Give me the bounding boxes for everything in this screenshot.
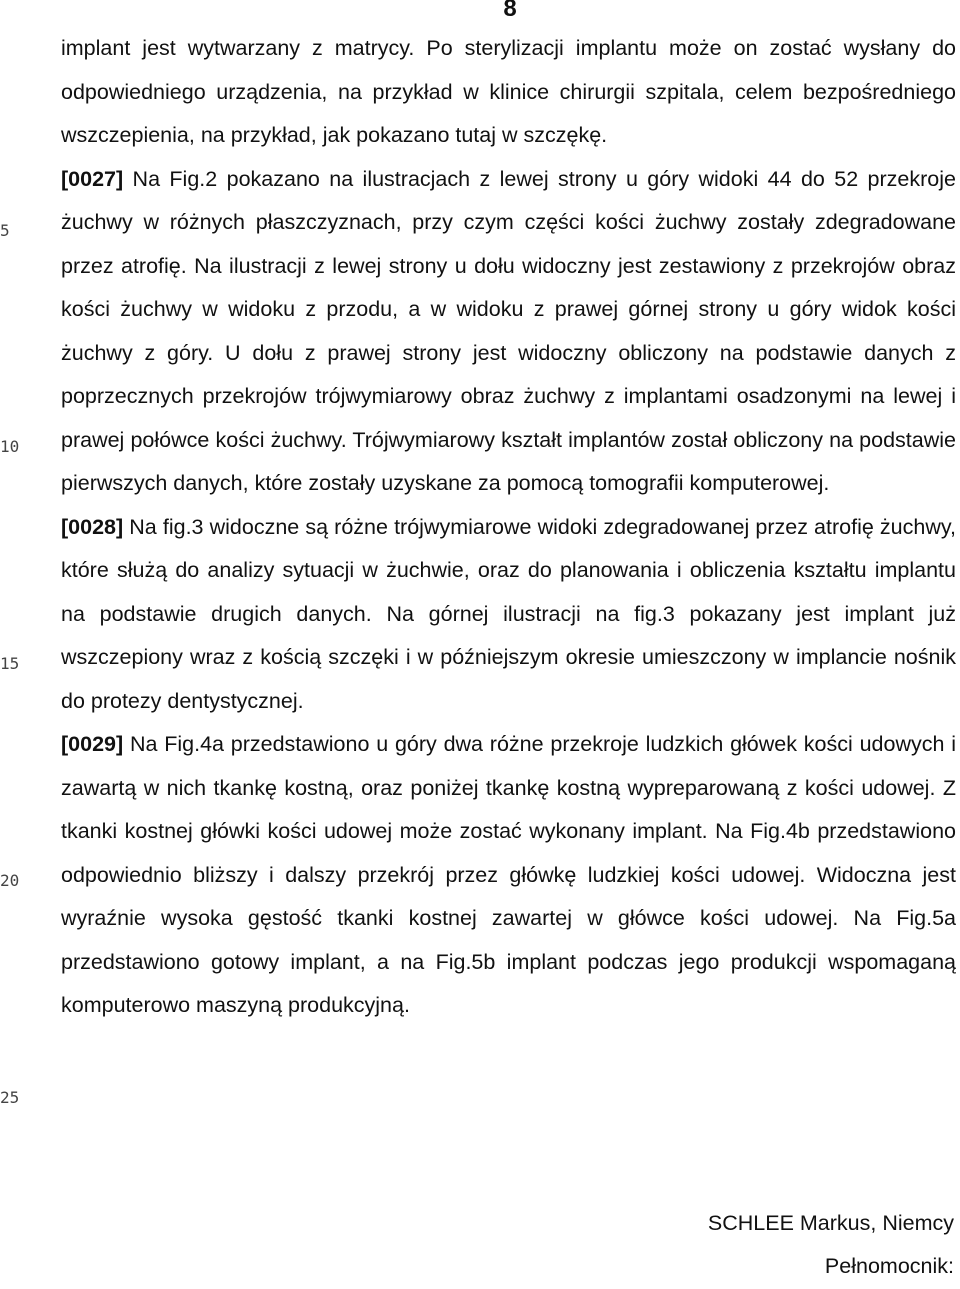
paragraph-text: implant jest wytwarzany z matrycy. Po sterylizacji implantu może on zostać wysłany do odpowiedniego urządzenia, na przykład w klinice chirurgii szpitala, celem bezpośredniego wszczepienia, na przykład, jak pokazano tutaj w szczękę. (61, 36, 956, 147)
paragraph-continuation (61, 27, 956, 158)
signature-name: SCHLEE Markus, Niemcy (707, 1211, 954, 1235)
paragraph-text: Na Fig.4a przedstawiono u góry dwa różne przekroje ludzkich główek kości udowych i zawartą w nich tkankę kostną, oraz poniżej tkankę kostną wypreparowaną z kości udowej. Z tkanki kostnej główki kości udowej może zostać wykonany implant. Na Fig.4b przedstawiono odpowiednio bliższy i dalszy przekrój przez główkę ludzkiej kości udowej. Widoczna jest wyraźnie wysoka gęstość tkanki kostnej zawartej w główce kości udowej. Na Fig.5a przedstawiono gotowy implant, a na Fig.5b implant podczas jego produkcji wspomaganą komputerowo maszyną produkcyjną. (61, 732, 956, 1017)
signature-role: Pełnomocnik: (824, 1254, 954, 1278)
line-number-5: 5 (0, 221, 10, 240)
line-number-25: 25 (0, 1088, 20, 1107)
paragraph-0028 (61, 506, 956, 724)
paragraph-0029 (61, 723, 956, 1028)
paragraph-0027 (61, 158, 956, 506)
line-number-10: 10 (0, 437, 20, 456)
line-number-15: 15 (0, 654, 20, 673)
line-number-20: 20 (0, 871, 20, 890)
paragraph-id: [0027] (61, 166, 124, 191)
paragraph-id: [0029] (61, 732, 124, 756)
page-number: 8 (503, 0, 517, 22)
paragraph-text: Na fig.3 widoczne są różne trójwymiarowe widoki zdegradowanej przez atrofię żuchwy, które służą do analizy sytuacji w żuchwie, oraz do planowania i obliczenia kształtu implantu na podstawie drugich danych. Na górnej ilustracji na fig.3 pokazany jest implant już wszczepiony wraz z kością szczęki i w późniejszym okresie umieszczony w implancie nośnik do protezy dentystycznej. (61, 514, 956, 713)
document-body (61, 27, 956, 1028)
paragraph-id: [0028] (61, 514, 124, 539)
paragraph-text: Na Fig.2 pokazano na ilustracjach z lewej strony u góry widoki 44 do 52 przekroje żuchwy w różnych płaszczyznach, przy czym części kości żuchwy zostały zdegradowane przez atrofię. Na ilustracji z lewej strony u dołu widoczny jest zestawiony z przekrojów obraz kości żuchwy w widoku z przodu, a w widoku z prawej górnej strony u góry widok kości żuchwy z góry. U dołu z prawej strony jest widoczny obliczony na podstawie danych z poprzecznych przekrojów trójwymiarowy obraz żuchwy z implantami osadzonymi na lewej i prawej połówce kości żuchwy. Trójwymiarowy kształt implantów został obliczony na podstawie pierwszych danych, które zostały uzyskane za pomocą tomografii komputerowej. (61, 166, 956, 495)
